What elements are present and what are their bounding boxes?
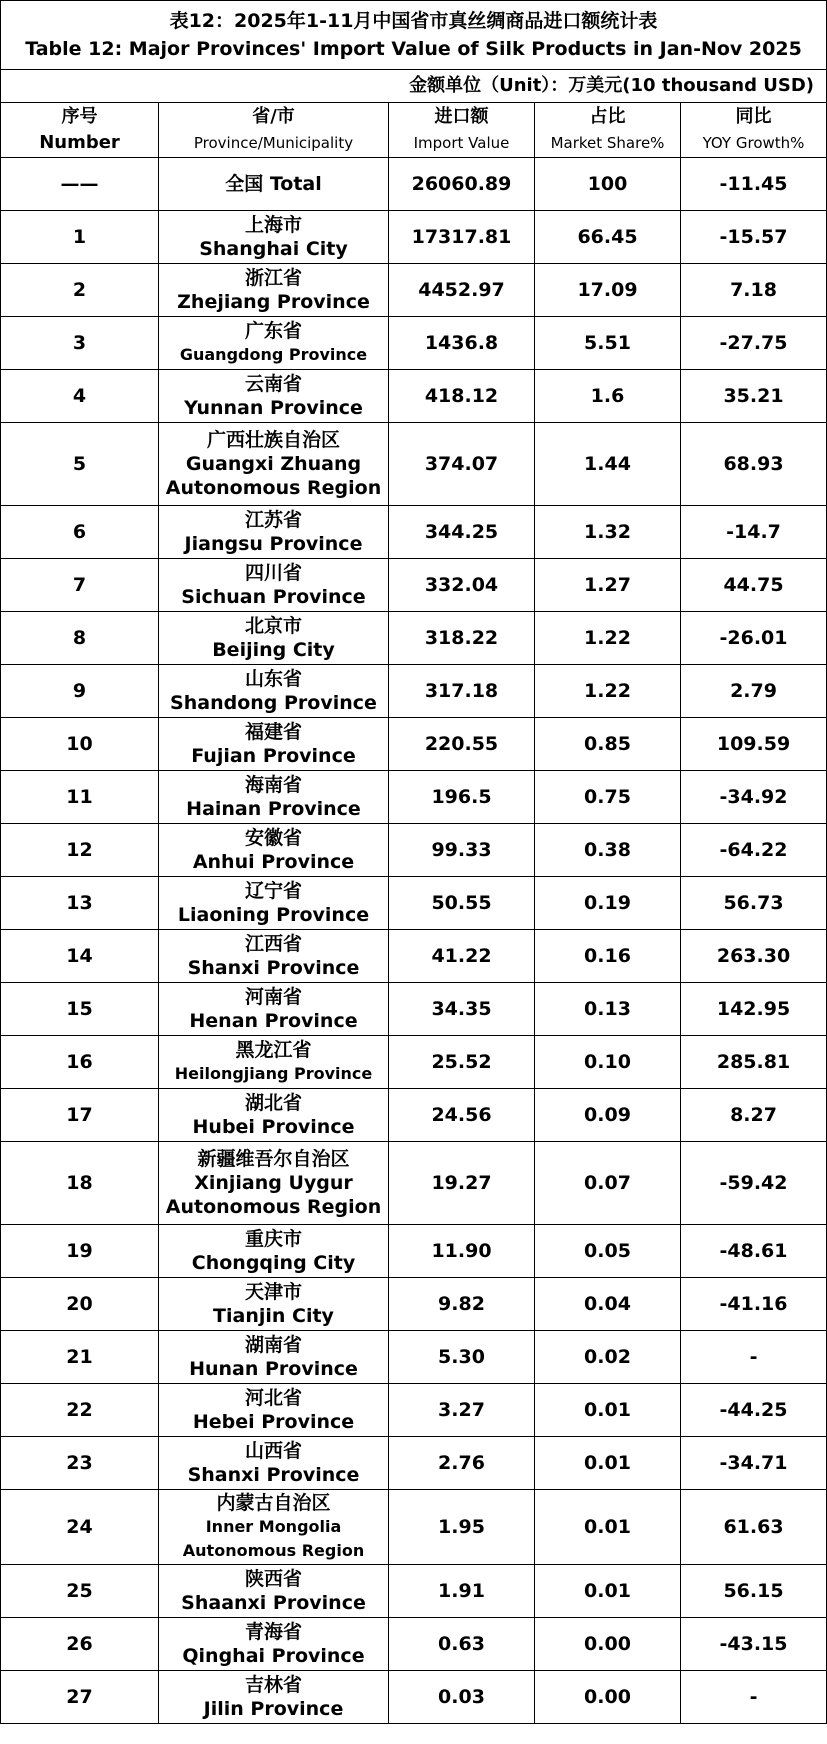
row-market-share: 0.19 <box>535 877 681 930</box>
header-yoy-cn: 同比 <box>735 106 772 127</box>
row-yoy-growth: -41.16 <box>681 1278 827 1331</box>
row-province <box>159 1565 389 1618</box>
row-market-share: 1.32 <box>535 506 681 559</box>
row-number: 12 <box>1 824 159 877</box>
row-import-value: 344.25 <box>389 506 535 559</box>
row-number: 19 <box>1 1225 159 1278</box>
unit-note: 金额单位（Unit）：万美元(10 thousand USD) <box>1 70 827 103</box>
row-number: 24 <box>1 1490 159 1565</box>
row-province <box>159 559 389 612</box>
table-row <box>1 317 827 370</box>
header-number-cn: 序号 <box>61 106 98 127</box>
row-market-share: 0.16 <box>535 930 681 983</box>
row-import-value: 2.76 <box>389 1437 535 1490</box>
row-number: 17 <box>1 1089 159 1142</box>
row-market-share: 0.01 <box>535 1490 681 1565</box>
table-row <box>1 211 827 264</box>
row-number: 16 <box>1 1036 159 1089</box>
province-name-cn: 江苏省 <box>244 509 302 531</box>
row-number: 11 <box>1 771 159 824</box>
province-name-en: Shanxi Province <box>187 1464 360 1486</box>
header-share-cn: 占比 <box>589 106 626 127</box>
row-import-value: 19.27 <box>389 1142 535 1225</box>
row-market-share: 5.51 <box>535 317 681 370</box>
row-province <box>159 1490 389 1565</box>
row-province <box>159 1671 389 1724</box>
row-province <box>159 370 389 423</box>
total-number: —— <box>1 158 159 211</box>
row-province <box>159 718 389 771</box>
row-yoy-growth: - <box>681 1671 827 1724</box>
row-yoy-growth: -15.57 <box>681 211 827 264</box>
row-market-share: 0.85 <box>535 718 681 771</box>
province-name-en: Zhejiang Province <box>177 291 370 313</box>
province-name-cn: 云南省 <box>244 373 302 395</box>
row-market-share: 0.05 <box>535 1225 681 1278</box>
province-name-cn: 新疆维吾尔自治区 <box>197 1148 350 1170</box>
row-number: 25 <box>1 1565 159 1618</box>
header-import-cn: 进口额 <box>434 106 489 127</box>
table-row <box>1 370 827 423</box>
province-name-en: Liaoning Province <box>177 904 370 926</box>
total-name: 全国 Total <box>159 158 389 211</box>
row-number: 3 <box>1 317 159 370</box>
province-name-en: Chongqing City <box>191 1252 356 1274</box>
row-yoy-growth: -64.22 <box>681 824 827 877</box>
row-yoy-growth: 285.81 <box>681 1036 827 1089</box>
table-row <box>1 824 827 877</box>
row-market-share: 66.45 <box>535 211 681 264</box>
row-number: 14 <box>1 930 159 983</box>
table-row <box>1 771 827 824</box>
row-yoy-growth: -44.25 <box>681 1384 827 1437</box>
row-yoy-growth: 109.59 <box>681 718 827 771</box>
province-name-en: Jiangsu Province <box>184 533 363 555</box>
province-name-en: Hainan Province <box>186 798 361 820</box>
row-market-share: 17.09 <box>535 264 681 317</box>
province-name-cn: 广东省 <box>244 320 302 342</box>
table-row <box>1 1384 827 1437</box>
row-number: 13 <box>1 877 159 930</box>
row-import-value: 374.07 <box>389 423 535 506</box>
row-province <box>159 824 389 877</box>
province-name-en: Fujian Province <box>191 745 356 767</box>
row-market-share: 0.07 <box>535 1142 681 1225</box>
province-name-en: Shandong Province <box>170 692 377 714</box>
table-title-cn: 表12：2025年1-11月中国省市真丝绸商品进口额统计表 <box>169 10 658 32</box>
row-yoy-growth: -26.01 <box>681 612 827 665</box>
row-number: 4 <box>1 370 159 423</box>
row-import-value: 17317.81 <box>389 211 535 264</box>
row-import-value: 25.52 <box>389 1036 535 1089</box>
province-name-cn: 吉林省 <box>244 1674 302 1696</box>
row-province <box>159 983 389 1036</box>
row-province <box>159 317 389 370</box>
row-market-share: 0.00 <box>535 1671 681 1724</box>
row-import-value: 332.04 <box>389 559 535 612</box>
row-province <box>159 506 389 559</box>
province-name-cn: 海南省 <box>244 774 302 796</box>
row-province <box>159 264 389 317</box>
row-yoy-growth: -59.42 <box>681 1142 827 1225</box>
row-yoy-growth: - <box>681 1331 827 1384</box>
table-row <box>1 423 827 506</box>
row-market-share: 0.13 <box>535 983 681 1036</box>
province-name-cn: 湖南省 <box>244 1334 302 1356</box>
total-share: 100 <box>535 158 681 211</box>
row-import-value: 0.63 <box>389 1618 535 1671</box>
province-name-en-line2: Autonomous Region <box>165 1196 382 1218</box>
total-yoy: -11.45 <box>681 158 827 211</box>
row-market-share: 0.38 <box>535 824 681 877</box>
table-row <box>1 877 827 930</box>
header-province <box>159 103 389 158</box>
row-province <box>159 771 389 824</box>
row-province <box>159 1089 389 1142</box>
row-yoy-growth: -34.92 <box>681 771 827 824</box>
province-name-cn: 内蒙古自治区 <box>216 1492 331 1514</box>
row-province <box>159 1437 389 1490</box>
row-number: 23 <box>1 1437 159 1490</box>
table-row <box>1 1490 827 1565</box>
province-name-cn: 浙江省 <box>244 267 302 289</box>
table-row <box>1 506 827 559</box>
header-province-cn: 省/市 <box>252 106 295 127</box>
table-row <box>1 559 827 612</box>
row-import-value: 3.27 <box>389 1384 535 1437</box>
row-import-value: 9.82 <box>389 1278 535 1331</box>
row-province <box>159 1142 389 1225</box>
province-name-en: Jilin Province <box>203 1698 344 1720</box>
province-name-en: Sichuan Province <box>181 586 366 608</box>
province-name-cn: 四川省 <box>244 562 302 584</box>
province-name-cn: 上海市 <box>244 214 302 236</box>
row-market-share: 1.6 <box>535 370 681 423</box>
province-name-cn: 广西壮族自治区 <box>206 429 340 451</box>
row-yoy-growth: 44.75 <box>681 559 827 612</box>
row-yoy-growth: 56.73 <box>681 877 827 930</box>
row-province <box>159 1331 389 1384</box>
province-name-cn: 黑龙江省 <box>235 1039 312 1061</box>
province-name-cn: 辽宁省 <box>244 880 302 902</box>
row-market-share: 0.01 <box>535 1384 681 1437</box>
province-name-en: Hubei Province <box>192 1116 355 1138</box>
row-number: 1 <box>1 211 159 264</box>
province-name-en: Henan Province <box>189 1010 358 1032</box>
province-name-en: Shanxi Province <box>187 957 360 979</box>
province-name-en: Shanghai City <box>199 238 348 260</box>
province-name-en: Guangxi Zhuang <box>185 453 362 475</box>
row-number: 8 <box>1 612 159 665</box>
row-number: 21 <box>1 1331 159 1384</box>
row-yoy-growth: 56.15 <box>681 1565 827 1618</box>
row-yoy-growth: -34.71 <box>681 1437 827 1490</box>
header-row <box>1 103 827 158</box>
province-name-en: Yunnan Province <box>184 397 363 419</box>
row-market-share: 1.27 <box>535 559 681 612</box>
row-province <box>159 877 389 930</box>
row-import-value: 418.12 <box>389 370 535 423</box>
province-name-en: Beijing City <box>212 639 335 661</box>
province-name-en: Qinghai Province <box>182 1645 365 1667</box>
table-row <box>1 1565 827 1618</box>
row-yoy-growth: 61.63 <box>681 1490 827 1565</box>
row-import-value: 1.91 <box>389 1565 535 1618</box>
row-province <box>159 1278 389 1331</box>
row-import-value: 41.22 <box>389 930 535 983</box>
table-row <box>1 1671 827 1724</box>
header-number-en: Number <box>39 132 120 153</box>
row-number: 7 <box>1 559 159 612</box>
table-row <box>1 983 827 1036</box>
row-number: 18 <box>1 1142 159 1225</box>
table-row <box>1 1089 827 1142</box>
province-name-cn: 北京市 <box>244 615 302 637</box>
row-market-share: 1.22 <box>535 665 681 718</box>
row-import-value: 24.56 <box>389 1089 535 1142</box>
table-row <box>1 1437 827 1490</box>
province-name-en-line2: Autonomous Region <box>182 1541 365 1560</box>
table-row <box>1 1225 827 1278</box>
row-import-value: 220.55 <box>389 718 535 771</box>
province-name-cn: 天津市 <box>244 1281 302 1303</box>
row-import-value: 11.90 <box>389 1225 535 1278</box>
row-import-value: 50.55 <box>389 877 535 930</box>
row-import-value: 318.22 <box>389 612 535 665</box>
table-row <box>1 264 827 317</box>
row-yoy-growth: 7.18 <box>681 264 827 317</box>
table-row <box>1 1278 827 1331</box>
province-name-en: Inner Mongolia <box>205 1517 342 1536</box>
row-import-value: 4452.97 <box>389 264 535 317</box>
row-market-share: 0.75 <box>535 771 681 824</box>
row-import-value: 1.95 <box>389 1490 535 1565</box>
row-number: 20 <box>1 1278 159 1331</box>
header-import-en: Import Value <box>413 134 510 152</box>
table-title-en: Table 12: Major Provinces' Import Value of Silk Products in Jan-Nov 2025 <box>25 38 802 60</box>
row-yoy-growth: -43.15 <box>681 1618 827 1671</box>
table-row <box>1 1036 827 1089</box>
row-number: 2 <box>1 264 159 317</box>
table-row <box>1 1618 827 1671</box>
province-name-cn: 青海省 <box>244 1621 302 1643</box>
row-market-share: 0.01 <box>535 1437 681 1490</box>
row-market-share: 0.09 <box>535 1089 681 1142</box>
row-province <box>159 1618 389 1671</box>
province-name-en: Heilongjiang Province <box>174 1064 373 1083</box>
province-name-en-line2: Autonomous Region <box>165 477 382 499</box>
province-name-cn: 江西省 <box>244 933 302 955</box>
header-share <box>535 103 681 158</box>
row-market-share: 0.04 <box>535 1278 681 1331</box>
row-yoy-growth: -27.75 <box>681 317 827 370</box>
row-market-share: 0.00 <box>535 1618 681 1671</box>
row-number: 15 <box>1 983 159 1036</box>
row-province <box>159 930 389 983</box>
province-name-cn: 安徽省 <box>244 827 302 849</box>
row-market-share: 0.02 <box>535 1331 681 1384</box>
province-name-en: Hebei Province <box>192 1411 355 1433</box>
row-market-share: 1.22 <box>535 612 681 665</box>
total-import: 26060.89 <box>389 158 535 211</box>
table-row <box>1 1331 827 1384</box>
row-yoy-growth: -48.61 <box>681 1225 827 1278</box>
row-number: 6 <box>1 506 159 559</box>
province-name-en: Hunan Province <box>189 1358 358 1380</box>
table-title <box>1 1 827 70</box>
province-name-cn: 河南省 <box>244 986 302 1008</box>
row-import-value: 1436.8 <box>389 317 535 370</box>
row-yoy-growth: 142.95 <box>681 983 827 1036</box>
province-name-cn: 陕西省 <box>244 1568 302 1590</box>
row-province <box>159 1225 389 1278</box>
row-import-value: 196.5 <box>389 771 535 824</box>
header-yoy-en: YOY Growth% <box>702 134 805 152</box>
row-import-value: 5.30 <box>389 1331 535 1384</box>
province-name-cn: 河北省 <box>244 1387 302 1409</box>
row-market-share: 1.44 <box>535 423 681 506</box>
province-name-en: Anhui Province <box>192 851 355 873</box>
row-yoy-growth: 8.27 <box>681 1089 827 1142</box>
header-yoy <box>681 103 827 158</box>
province-name-cn: 重庆市 <box>244 1228 302 1250</box>
row-market-share: 0.01 <box>535 1565 681 1618</box>
row-number: 22 <box>1 1384 159 1437</box>
row-province <box>159 423 389 506</box>
row-yoy-growth: 35.21 <box>681 370 827 423</box>
table-row <box>1 665 827 718</box>
header-number <box>1 103 159 158</box>
table-row <box>1 1142 827 1225</box>
row-import-value: 317.18 <box>389 665 535 718</box>
table-row <box>1 612 827 665</box>
row-yoy-growth: 2.79 <box>681 665 827 718</box>
province-name-en: Tianjin City <box>213 1305 334 1327</box>
row-import-value: 34.35 <box>389 983 535 1036</box>
row-number: 26 <box>1 1618 159 1671</box>
row-yoy-growth: 263.30 <box>681 930 827 983</box>
row-province <box>159 1384 389 1437</box>
table-row <box>1 718 827 771</box>
table-row <box>1 930 827 983</box>
row-number: 27 <box>1 1671 159 1724</box>
total-row <box>1 158 827 211</box>
province-name-cn: 山西省 <box>244 1440 302 1462</box>
row-province <box>159 665 389 718</box>
row-province <box>159 211 389 264</box>
header-share-en: Market Share% <box>550 134 665 152</box>
province-name-cn: 山东省 <box>244 668 302 690</box>
row-number: 5 <box>1 423 159 506</box>
row-market-share: 0.10 <box>535 1036 681 1089</box>
row-import-value: 0.03 <box>389 1671 535 1724</box>
header-import <box>389 103 535 158</box>
row-import-value: 99.33 <box>389 824 535 877</box>
row-province <box>159 1036 389 1089</box>
row-number: 10 <box>1 718 159 771</box>
row-province <box>159 612 389 665</box>
row-number: 9 <box>1 665 159 718</box>
province-name-en: Guangdong Province <box>179 345 368 364</box>
row-yoy-growth: -14.7 <box>681 506 827 559</box>
province-name-en: Xinjiang Uygur <box>194 1172 353 1194</box>
row-yoy-growth: 68.93 <box>681 423 827 506</box>
province-name-cn: 湖北省 <box>244 1092 302 1114</box>
header-province-en: Province/Municipality <box>193 134 354 152</box>
province-name-en: Shaanxi Province <box>181 1592 366 1614</box>
province-name-cn: 福建省 <box>244 721 302 743</box>
